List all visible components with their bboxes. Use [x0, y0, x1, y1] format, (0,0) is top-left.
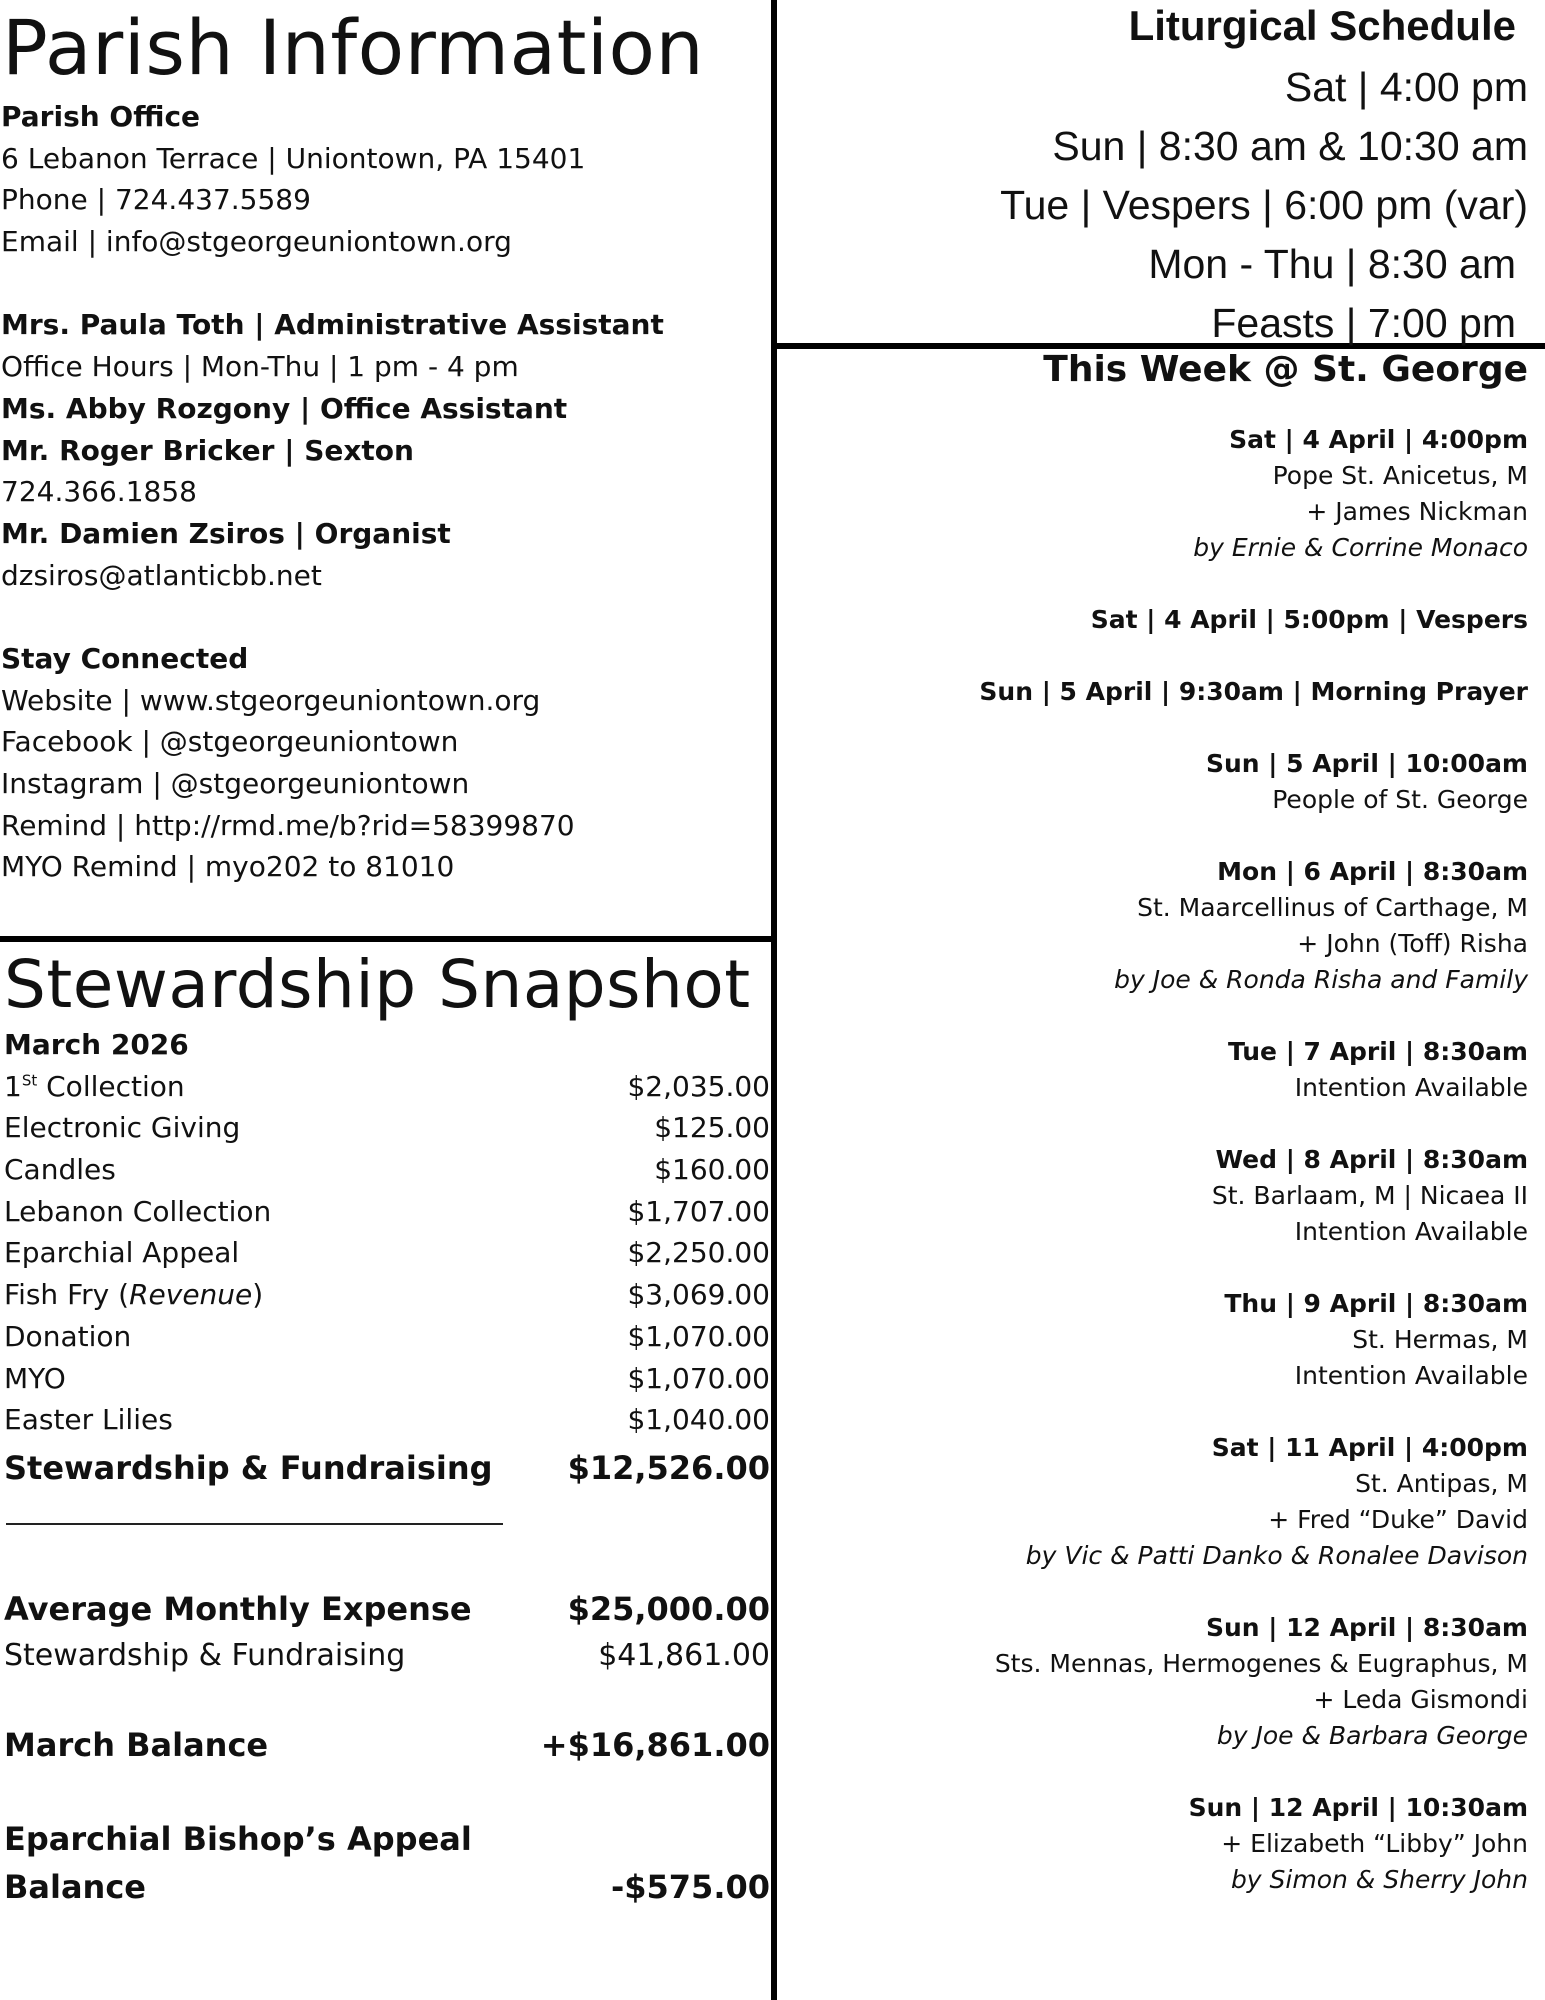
event-detail: + Elizabeth “Libby” John	[1221, 1829, 1528, 1858]
schedule-time: Sun | 8:30 am & 10:30 am	[1052, 123, 1528, 169]
event-heading: Sun | 5 April | 9:30am | Morning Prayer	[979, 677, 1528, 706]
event-item	[780, 746, 1528, 818]
expense-label: Average Monthly Expense	[4, 1589, 472, 1628]
stewardship-row	[0, 1149, 770, 1191]
parish-information-section	[0, 0, 770, 888]
stewardship-row	[0, 1232, 770, 1274]
stewardship-row	[0, 1191, 770, 1233]
event-donor: by Ernie & Corrine Monaco	[1193, 533, 1528, 562]
event-heading: Sun | 12 April | 10:30am	[1188, 1793, 1528, 1822]
parish-information-title: Parish Information	[2, 3, 705, 92]
event-detail: St. Antipas, M	[1355, 1469, 1528, 1498]
event-item	[780, 1610, 1528, 1754]
stewardship-title: Stewardship Snapshot	[4, 946, 751, 1023]
event-heading: Wed | 8 April | 8:30am	[1215, 1145, 1528, 1174]
schedule-time: Feasts | 7:00 pm	[1211, 300, 1516, 346]
stewardship-row-label: Candles	[4, 1153, 116, 1187]
staff-name: Mr. Roger Bricker | Sexton	[1, 433, 414, 467]
event-detail: Intention Available	[1294, 1217, 1528, 1246]
stewardship-row	[0, 1066, 770, 1108]
event-detail: Intention Available	[1294, 1361, 1528, 1390]
separator-rule	[6, 1523, 503, 1525]
schedule-time: Tue | Vespers | 6:00 pm (var)	[1000, 182, 1528, 228]
stewardship-row-label: MYO	[4, 1361, 66, 1395]
stewardship-row-amount: $1,070.00	[627, 1361, 770, 1395]
schedule-time: Mon - Thu | 8:30 am	[1148, 241, 1516, 287]
stewardship-row	[0, 1399, 770, 1441]
stewardship-total-amount: $12,526.00	[567, 1448, 770, 1487]
this-week-section	[780, 346, 1528, 1934]
sf-row	[0, 1633, 770, 1679]
event-detail: + James Nickman	[1306, 497, 1528, 526]
stewardship-row-amount: $125.00	[654, 1111, 770, 1145]
stewardship-row-amount: $2,250.00	[627, 1236, 770, 1270]
stewardship-row	[0, 1316, 770, 1358]
connected-item: Instagram | @stgeorgeuniontown	[1, 767, 470, 800]
event-heading: Sat | 11 April | 4:00pm	[1211, 1433, 1528, 1462]
stewardship-row-label: 1St Collection	[4, 1069, 185, 1103]
connected-item: Facebook | @stgeorgeuniontown	[1, 725, 459, 759]
sf-amount: $41,861.00	[598, 1637, 770, 1673]
expense-row	[0, 1585, 770, 1633]
connected-item: Website | www.stgeorgeuniontown.org	[1, 683, 541, 717]
event-heading: Sun | 5 April | 10:00am	[1206, 749, 1528, 778]
parish-phone: Phone | 724.437.5589	[1, 183, 311, 217]
event-item	[780, 1034, 1528, 1106]
balance-label: March Balance	[4, 1725, 269, 1764]
event-donor: by Vic & Patti Danko & Ronalee Davison	[1025, 1541, 1528, 1570]
stewardship-row	[0, 1107, 770, 1149]
stewardship-row-label: Eparchial Appeal	[4, 1236, 240, 1270]
event-detail: + Leda Gismondi	[1313, 1685, 1528, 1714]
event-item	[780, 602, 1528, 638]
event-donor: by Simon & Sherry John	[1230, 1865, 1528, 1894]
stewardship-row-label: Donation	[4, 1319, 132, 1353]
event-heading: Mon | 6 April | 8:30am	[1217, 857, 1528, 886]
this-week-title: This Week @ St. George	[1043, 349, 1528, 390]
stewardship-row-amount: $160.00	[654, 1153, 770, 1187]
sf-label: Stewardship & Fundraising	[4, 1637, 406, 1673]
event-donor: by Joe & Ronda Risha and Family	[1114, 965, 1528, 994]
event-item	[780, 854, 1528, 998]
stewardship-row-label: Easter Lilies	[4, 1403, 173, 1437]
event-list	[780, 422, 1528, 1898]
event-detail: Sts. Mennas, Hermogenes & Eugraphus, M	[994, 1649, 1528, 1678]
event-item	[780, 1286, 1528, 1394]
liturgical-schedule-title: Liturgical Schedule	[1128, 2, 1516, 49]
event-heading: Sun | 12 April | 8:30am	[1206, 1613, 1528, 1642]
stewardship-total-label: Stewardship & Fundraising	[4, 1448, 493, 1487]
event-heading: Sat | 4 April | 5:00pm | Vespers	[1090, 605, 1528, 634]
stay-connected-heading: Stay Connected	[1, 641, 249, 675]
event-detail: Pope St. Anicetus, M	[1272, 461, 1528, 490]
event-item	[780, 674, 1528, 710]
stewardship-row-label: Electronic Giving	[4, 1111, 241, 1145]
stewardship-row	[0, 1358, 770, 1400]
event-detail: St. Hermas, M	[1352, 1325, 1528, 1354]
event-donor: by Joe & Barbara George	[1216, 1721, 1528, 1750]
parish-office-heading: Parish Office	[1, 100, 201, 133]
appeal-row-1	[0, 1815, 770, 1863]
stewardship-row-amount: $1,070.00	[627, 1319, 770, 1353]
balance-amount: +$16,861.00	[540, 1725, 770, 1764]
stewardship-section	[0, 940, 770, 1911]
event-detail: + John (Toff) Risha	[1297, 929, 1528, 958]
appeal-amount: -$575.00	[610, 1867, 770, 1906]
staff-name: Ms. Abby Rozgony | Office Assistant	[1, 391, 568, 425]
connected-item: MYO Remind | myo202 to 81010	[1, 850, 455, 884]
event-detail: Intention Available	[1294, 1073, 1528, 1102]
stewardship-total-row	[0, 1441, 770, 1495]
staff-detail: Office Hours | Mon-Thu | 1 pm - 4 pm	[1, 350, 519, 384]
schedule-time: Sat | 4:00 pm	[1284, 64, 1528, 110]
expense-amount: $25,000.00	[567, 1589, 770, 1628]
event-heading: Thu | 9 April | 8:30am	[1224, 1289, 1528, 1318]
appeal-label: Balance	[4, 1867, 146, 1906]
stewardship-row-amount: $1,707.00	[627, 1194, 770, 1228]
staff-name: Mrs. Paula Toth | Administrative Assistant	[1, 308, 664, 342]
event-heading: Tue | 7 April | 8:30am	[1227, 1037, 1528, 1066]
event-heading: Sat | 4 April | 4:00pm	[1229, 425, 1528, 454]
event-item	[780, 1430, 1528, 1574]
stewardship-row-amount: $2,035.00	[627, 1069, 770, 1103]
appeal-label: Eparchial Bishop’s Appeal	[4, 1819, 472, 1858]
stewardship-row	[0, 1274, 770, 1316]
event-detail: People of St. George	[1272, 785, 1528, 814]
stewardship-row-amount: $3,069.00	[627, 1278, 770, 1312]
event-item	[780, 1142, 1528, 1250]
event-detail: St. Barlaam, M | Nicaea II	[1211, 1181, 1528, 1210]
stewardship-row-label: Lebanon Collection	[4, 1194, 272, 1228]
parish-address: 6 Lebanon Terrace | Uniontown, PA 15401	[1, 141, 586, 175]
appeal-row-2	[0, 1863, 770, 1911]
staff-detail: 724.366.1858	[1, 475, 197, 509]
parish-email: Email | info@stgeorgeuniontown.org	[1, 225, 512, 259]
staff-detail: dzsiros@atlanticbb.net	[1, 558, 322, 592]
event-item	[780, 1790, 1528, 1898]
center-divider	[771, 0, 777, 2000]
stewardship-row-label: Fish Fry (Revenue)	[4, 1278, 264, 1312]
event-detail: + Fred “Duke” David	[1268, 1505, 1528, 1534]
event-detail: St. Maarcellinus of Carthage, M	[1137, 893, 1528, 922]
stewardship-row-amount: $1,040.00	[627, 1403, 770, 1437]
stewardship-month: March 2026	[4, 1028, 189, 1061]
connected-item: Remind | http://rmd.me/b?rid=58399870	[1, 808, 575, 842]
event-item	[780, 422, 1528, 566]
staff-name: Mr. Damien Zsiros | Organist	[1, 516, 451, 550]
balance-row	[0, 1721, 770, 1769]
